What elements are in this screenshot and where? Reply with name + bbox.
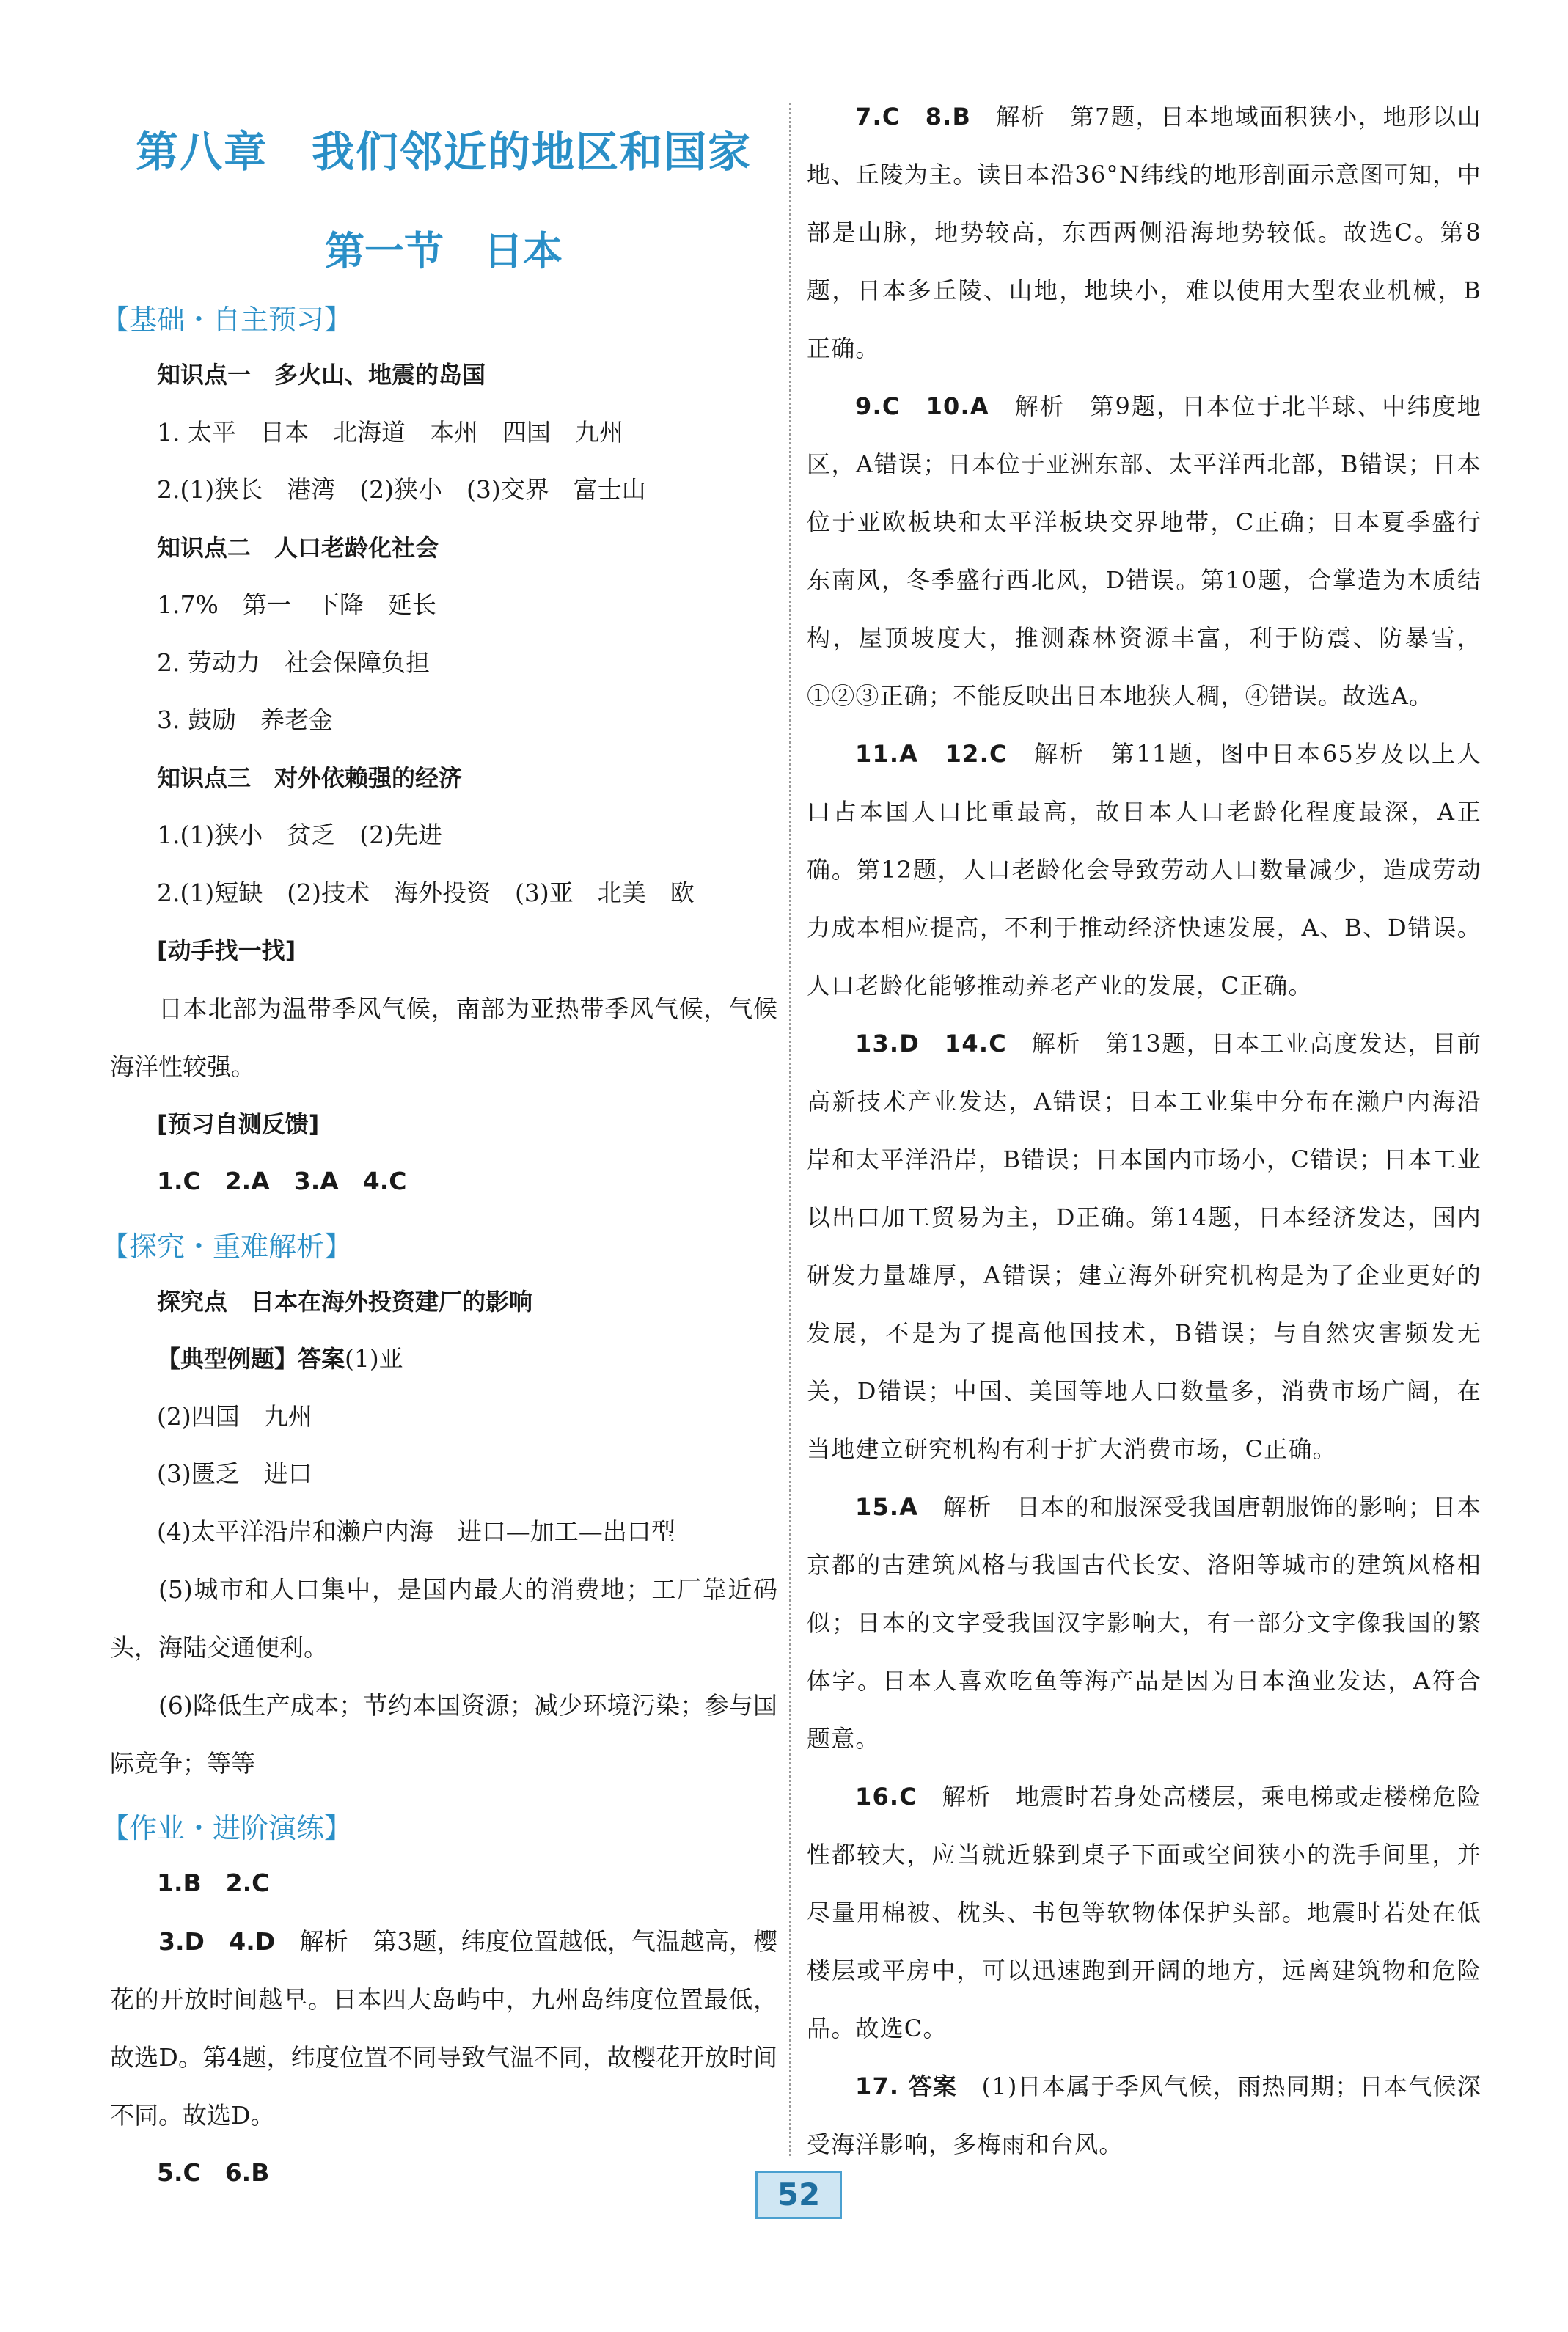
answer-line: 2.(1)狭长 港湾 (2)狭小 (3)交界 富士山 [157, 475, 646, 504]
section-title: 第一节 日本 [325, 228, 563, 274]
answer-line: 2. 劳动力 社会保障负担 [157, 648, 430, 677]
page-number: 52 [755, 2171, 842, 2219]
explanation-text: 解析 第11题，图中日本65岁及以上人口占本国人口比重最高，故日本人口老龄化程度最深，A正确。第12题，人口老龄化会导致劳动人口数量减少，造成劳动力成本相应提高，不利于推动经济快速发展，A、B、D错误。人口老龄化能够推动养老产业的发展，C正确。 [807, 740, 1481, 1000]
explanation-text: (1)日本属于季风气候，雨热同期；日本气候深受海洋影响，多梅雨和台风。 [807, 2072, 1482, 2158]
feedback-answers: 1.C 2.A 3.A 4.C [157, 1167, 407, 1195]
explanation-text: 解析 第3题，纬度位置越低，气温越高，樱花的开放时间越早。日本四大岛屿中，九州岛纬度位置最低，故选D。第4题，纬度位置不同导致气温不同，故樱花开放时间不同。故选D。 [110, 1926, 778, 2130]
question-11-12 [807, 725, 1481, 1015]
column-divider [789, 103, 791, 2156]
question-13-14 [807, 1015, 1481, 1478]
example-answer-3: (3)匮乏 进口 [157, 1459, 312, 1488]
question-15 [807, 1478, 1481, 1768]
question-9-10 [807, 378, 1481, 725]
answer-key: 16.C [855, 1783, 917, 1811]
left-column [101, 88, 778, 2201]
knowledge-point-1-title: 知识点一 多火山、地震的岛国 [157, 361, 486, 389]
answer-line: 2.(1)短缺 (2)技术 海外投资 (3)亚 北美 欧 [157, 878, 695, 907]
find-section-title: [动手找一找] [157, 936, 296, 964]
question-17 [807, 2058, 1481, 2174]
answer-line: 1.7% 第一 下降 延长 [157, 590, 436, 619]
example-answer-5: (5)城市和人口集中，是国内最大的消费地；工厂靠近码头，海陆交通便利。 [110, 1575, 777, 1662]
explanation-text: 解析 第7题，日本地域面积狭小，地形以山地、丘陵为主。读日本沿36°N纬线的地形剖面示意图可知，中部是山脉，地势较高，东西两侧沿海地势较低。故选C。第8题，日本多丘陵、山地，地块小，难以使用大型农业机械，B正确。 [807, 103, 1481, 362]
feedback-title: [预习自测反馈] [157, 1110, 320, 1138]
chapter-title: 第八章 我们邻近的地区和国家 [135, 127, 752, 177]
homework-answers-1-2: 1.B 2.C [157, 1869, 270, 1897]
explanation-text: 解析 第9题，日本位于北半球、中纬度地区，A错误；日本位于亚洲东部、太平洋西北部，B错误；日本位于亚欧板块和太平洋板块交界地带，C正确；日本夏季盛行东南风，冬季盛行西北风，D错误。第10题，合掌造为木质结构，屋顶坡度大，推测森林资源丰富，利于防震、防暴雪，①②③正确；不能反映出日本地狭人稠，④错误。故选A。 [807, 392, 1481, 710]
answer-key: 17. 答案 [855, 2072, 958, 2100]
answer-line: 1.(1)狭小 贫乏 (2)先进 [157, 821, 442, 849]
example-answer-2: (2)四国 九州 [157, 1401, 312, 1431]
question-7-8 [807, 88, 1481, 378]
explanation-text: 解析 日本的和服深受我国唐朝服饰的影响；日本京都的古建筑风格与我国古代长安、洛阳等城市的建筑风格相似；日本的文字受我国汉字影响大，有一部分文字像我国的繁体字。日本人喜欢吃鱼等海产品是因为日本渔业发达，A符合题意。 [807, 1493, 1481, 1753]
knowledge-point-2-title: 知识点二 人口老龄化社会 [157, 533, 439, 562]
banner-basic-preview: 【基础・自主预习】 [101, 304, 353, 336]
example-answer-1: (1)亚 [345, 1344, 403, 1373]
answer-key: 9.C 10.A [855, 392, 989, 420]
find-section-text: 日本北部为温带季风气候，南部为亚热带季风气候，气候海洋性较强。 [110, 994, 777, 1081]
homework-3-4 [110, 1913, 777, 2144]
banner-explore: 【探究・重难解析】 [101, 1230, 353, 1263]
answer-line: 1. 太平 日本 北海道 本州 四国 九州 [157, 417, 623, 447]
explanation-text: 解析 地震时若身处高楼层，乘电梯或走楼梯危险性都较大，应当就近躲到桌子下面或空间狭小的洗手间里，并尽量用棉被、枕头、书包等软物体保护头部。地震时若处在低楼层或平房中，可以迅速跑到开阔的地方，远离建筑物和危险品。故选C。 [807, 1783, 1481, 2042]
question-16 [807, 1768, 1481, 2058]
homework-answers-5-6: 5.C 6.B [157, 2157, 270, 2187]
example-answer-4: (4)太平洋沿岸和濑户内海 进口—加工—出口型 [157, 1517, 675, 1546]
answer-key: 7.C 8.B [855, 103, 972, 131]
right-column [807, 88, 1481, 2174]
answer-key: 11.A 12.C [855, 740, 1008, 768]
banner-homework: 【作业・进阶演练】 [101, 1812, 353, 1844]
answer-key: 3.D 4.D [158, 1926, 276, 1956]
example-label: 【典型例题】答案 [157, 1345, 345, 1373]
explore-point-title: 探究点 日本在海外投资建厂的影响 [157, 1287, 533, 1316]
example-answer-line [110, 1330, 777, 1388]
knowledge-point-3-title: 知识点三 对外依赖强的经济 [157, 763, 463, 792]
answer-line: 3. 鼓励 养老金 [157, 705, 333, 734]
example-answer-6: (6)降低生产成本；节约本国资源；减少环境污染；参与国际竞争；等等 [110, 1691, 777, 1778]
answer-key: 13.D 14.C [855, 1030, 1007, 1057]
answer-key: 15.A [855, 1493, 919, 1521]
explanation-text: 解析 第13题，日本工业高度发达，目前高新技术产业发达，A错误；日本工业集中分布在濑户内海沿岸和太平洋沿岸，B错误；日本国内市场小，C错误；日本工业以出口加工贸易为主，D正确。第14题，日本经济发达，国内研发力量雄厚，A错误；建立海外研究机构是为了企业更好的发展，不是为了提高他国技术，B错误；与自然灾害频发无关，D错误；中国、美国等地人口数量多，消费市场广阔，在当地建立研究机构有利于扩大消费市场，C正确。 [807, 1030, 1481, 1463]
